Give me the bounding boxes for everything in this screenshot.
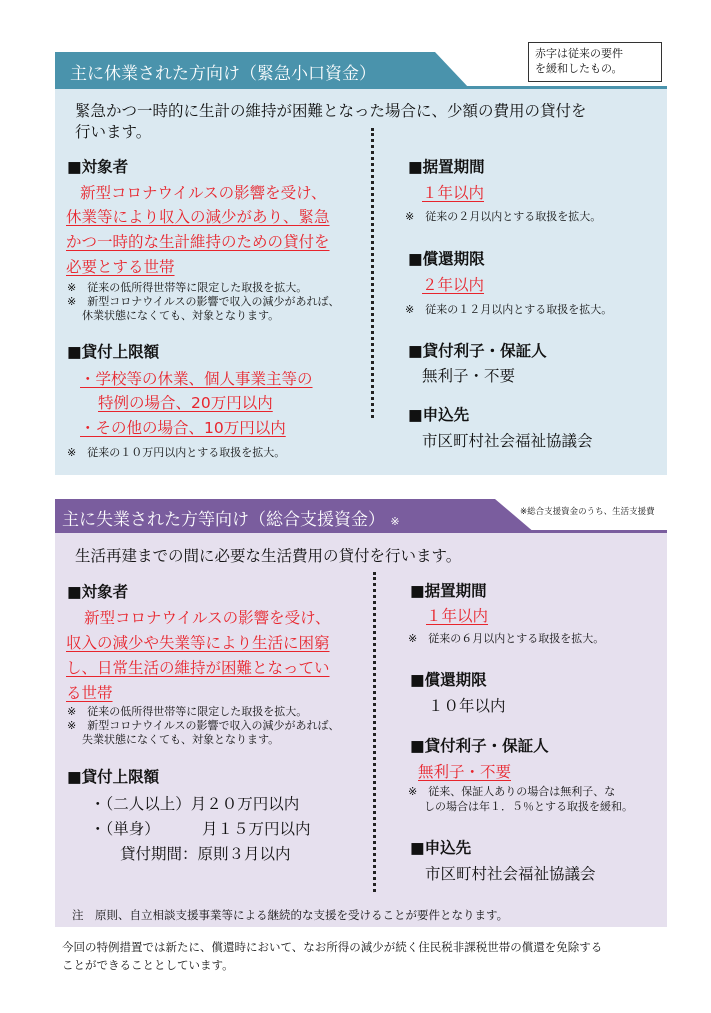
s1-limit-red-1: ・学校等の休業、個人事業主等の — [80, 370, 313, 388]
s1-target-note-2: ※ 新型コロナウイルスの影響で収入の減少があれば、 — [67, 295, 340, 308]
s2-interest-heading: ■貸付利子・保証人 — [410, 737, 549, 755]
s2-limit-line-4: 貸付期間：原則３月以内 — [120, 845, 291, 863]
s2-target-note-2: ※ 新型コロナウイルスの影響で収入の減少があれば、 — [67, 719, 340, 732]
s2-target-red-3: し、日常生活の維持が困難となってい — [66, 659, 330, 677]
s1-deferment-value: １年以内 — [422, 184, 485, 202]
s1-repayment-note: ※ 従来の１２月以内とする取扱を拡大。 — [405, 303, 613, 316]
s2-repayment-value: １０年以内 — [428, 697, 506, 715]
s1-limit-note: ※ 従来の１０万円以内とする取扱を拡大。 — [67, 446, 286, 459]
s2-apply-heading: ■申込先 — [410, 839, 472, 857]
s2-interest-value: 無利子・不要 — [418, 763, 512, 781]
footer-line2: ことができることとしています。 — [62, 958, 234, 972]
section1-intro-line1: 緊急かつ一時的に生計の維持が困難となった場合に、少額の費用の貸付を — [75, 102, 587, 120]
s1-limit-heading: ■貸付上限額 — [67, 343, 160, 361]
section2-title — [62, 505, 400, 530]
section2-title-text: 主に失業された方等向け（総合支援資金） — [62, 510, 385, 530]
s2-target-note-1: ※ 従来の低所得世帯等に限定した取扱を拡大。 — [67, 705, 308, 718]
s2-target-red-2: 収入の減少や失業等により生活に困窮 — [66, 634, 330, 652]
s2-deferment-note: ※ 従来の６月以内とする取扱を拡大。 — [408, 632, 605, 645]
footer-line1: 今回の特例措置では新たに、償還時において、なお所得の減少が続く住民税非課税世帯の償還を免除する — [62, 940, 603, 954]
s2-deferment-value: １年以内 — [426, 607, 489, 625]
s1-limit-red-3: ・その他の場合、10万円以内 — [80, 419, 286, 437]
s1-target-note-3: 休業状態になくても、対象となります。 — [82, 309, 280, 322]
section1-intro-line2: 行います。 — [75, 123, 152, 141]
s2-interest-note-1: ※ 従来、保証人ありの場合は無利子、な — [408, 785, 616, 798]
section2-title-mark: ※ — [390, 515, 400, 528]
s1-interest-value: 無利子・不要 — [422, 367, 516, 385]
s2-deferment-heading: ■据置期間 — [410, 582, 487, 600]
s2-limit-line-1: ・（二人以上）月２０万円以内 — [90, 795, 300, 813]
note-box-line2: を緩和したもの。 — [535, 62, 623, 75]
s1-repayment-value: ２年以内 — [422, 276, 485, 294]
s2-limit-line-3: 月１５万円以内 — [202, 820, 311, 838]
s1-repayment-heading: ■償還期限 — [408, 250, 485, 268]
s2-target-red-1: 新型コロナウイルスの影響を受け、 — [84, 609, 331, 627]
section1-title: 主に休業された方向け（緊急小口資金） — [70, 64, 376, 84]
s1-target-red-1: 新型コロナウイルスの影響を受け、 — [80, 184, 327, 202]
s2-repayment-heading: ■償還期限 — [410, 671, 487, 689]
section2-side-note: ※総合支援資金のうち、生活支援費 — [520, 507, 655, 517]
note-box-line1: 赤字は従来の要件 — [535, 47, 623, 60]
s1-target-heading: ■対象者 — [67, 158, 129, 176]
s2-limit-heading: ■貸付上限額 — [67, 768, 160, 786]
s2-apply-value: 市区町村社会福祉協議会 — [425, 865, 596, 883]
s2-target-note-3: 失業状態になくても、対象となります。 — [82, 733, 280, 746]
section2-divider — [373, 572, 376, 892]
section1-banner-line — [55, 86, 667, 89]
s1-interest-heading: ■貸付利子・保証人 — [408, 342, 547, 360]
s1-target-red-3: かつ一時的な生計維持のための貸付を — [66, 233, 330, 251]
s1-deferment-note: ※ 従来の２月以内とする取扱を拡大。 — [405, 210, 602, 223]
s1-target-note-1: ※ 従来の低所得世帯等に限定した取扱を拡大。 — [67, 281, 308, 294]
s1-limit-red-2: 特例の場合、20万円以内 — [98, 394, 273, 412]
s1-apply-heading: ■申込先 — [408, 406, 470, 424]
s1-target-red-2: 休業等により収入の減少があり、緊急 — [66, 208, 330, 226]
s1-deferment-heading: ■据置期間 — [408, 158, 485, 176]
note-box — [528, 42, 662, 82]
section1-divider — [371, 128, 374, 418]
s1-target-red-4: 必要とする世帯 — [66, 258, 175, 276]
s2-target-heading: ■対象者 — [67, 583, 129, 601]
s1-apply-value: 市区町村社会福祉協議会 — [422, 432, 593, 450]
section2-banner-line — [55, 530, 667, 533]
section2-intro: 生活再建までの間に必要な生活費用の貸付を行います。 — [75, 547, 462, 565]
s2-limit-line-2: ・（単身） — [90, 820, 160, 838]
s2-target-red-4: る世帯 — [66, 684, 113, 702]
s2-interest-note-2: しの場合は年１．５％とする取扱を緩和。 — [424, 800, 633, 813]
section2-footnote: 注 原則、自立相談支援事業等による継続的な支援を受けることが要件となります。 — [72, 908, 509, 922]
